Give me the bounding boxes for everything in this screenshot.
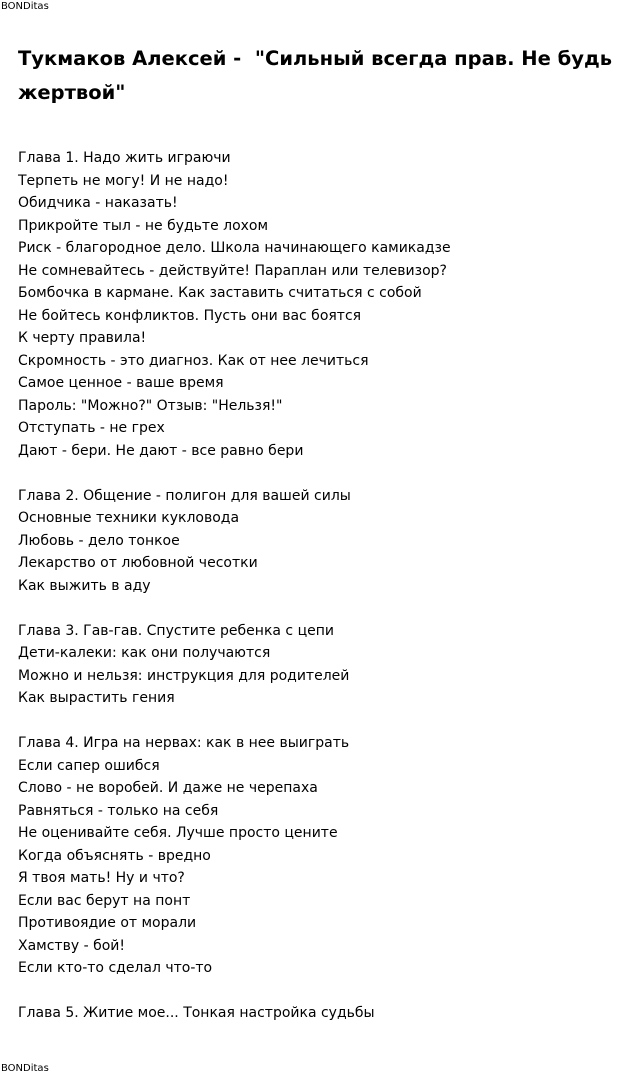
toc-entry: Бомбочка в кармане. Как заставить считаться с собой xyxy=(18,285,422,301)
document-title: Тукмаков Алексей - "Сильный всегда прав. Не будь жертвой" xyxy=(18,47,619,104)
toc-entry: Когда объяснять - вредно xyxy=(18,847,211,864)
chapter-heading: Глава 1. Надо жить играючи xyxy=(18,150,231,166)
toc-entry: Риск - благородное дело. Школа начинающего камикадзе xyxy=(18,240,451,256)
footer-watermark: BONDitas xyxy=(1,1063,49,1074)
toc-entry: Скромность - это диагноз. Как от нее лечиться xyxy=(18,352,369,369)
toc-spacer xyxy=(18,597,451,620)
toc-entry: Если вас берут на понт xyxy=(18,892,191,909)
table-of-contents xyxy=(18,147,451,1025)
toc-entry: Не бойтесь конфликтов. Пусть они вас боятся xyxy=(18,307,362,324)
toc-entry: Если кто-то сделал что-то xyxy=(18,960,213,976)
toc-entry: Хамству - бой! xyxy=(18,937,125,954)
toc-spacer xyxy=(18,462,451,485)
chapter-heading: Глава 5. Житие мое... Тонкая настройка судьбы xyxy=(18,1005,375,1021)
toc-entry: Прикройте тыл - не будьте лохом xyxy=(18,217,269,234)
toc-entry: Лекарство от любовной чесотки xyxy=(18,555,258,571)
toc-entry: К черту правила! xyxy=(18,330,147,346)
toc-entry: Равняться - только на себя xyxy=(18,802,219,819)
toc-entry: Отступать - не грех xyxy=(18,420,165,436)
toc-entry: Я твоя мать! Ну и что? xyxy=(18,870,185,886)
chapter-heading: Глава 3. Гав-гав. Спустите ребенка с цепи xyxy=(18,622,334,639)
toc-entry: Как выжить в аду xyxy=(18,577,151,594)
toc-entry: Терпеть не могу! И не надо! xyxy=(18,172,229,189)
toc-entry: Любовь - дело тонкое xyxy=(18,532,180,549)
toc-spacer xyxy=(18,980,451,1003)
toc-entry: Самое ценное - ваше время xyxy=(18,375,224,391)
toc-entry: Дают - бери. Не дают - все равно бери xyxy=(18,442,304,459)
chapter-heading: Глава 2. Общение - полигон для вашей силы xyxy=(18,487,351,504)
toc-entry: Можно и нельзя: инструкция для родителей xyxy=(18,667,350,684)
toc-entry: Если сапер ошибся xyxy=(18,757,160,774)
toc-entry: Основные техники кукловода xyxy=(18,510,240,526)
toc-entry: Слово - не воробей. И даже не черепаха xyxy=(18,780,318,796)
toc-entry: Дети-калеки: как они получаются xyxy=(18,645,271,661)
toc-entry: Не оценивайте себя. Лучше просто цените xyxy=(18,825,338,841)
chapter-heading: Глава 4. Игра на нервах: как в нее выиграть xyxy=(18,735,350,751)
toc-spacer xyxy=(18,710,451,733)
toc-entry: Обидчика - наказать! xyxy=(18,195,178,211)
toc-entry: Противоядие от морали xyxy=(18,915,197,931)
header-watermark: BONDitas xyxy=(1,1,49,12)
toc-entry: Пароль: "Можно?" Отзыв: "Нельзя!" xyxy=(18,397,283,414)
toc-entry: Не сомневайтесь - действуйте! Параплан или телевизор? xyxy=(18,262,447,279)
toc-entry: Как вырастить гения xyxy=(18,690,175,706)
